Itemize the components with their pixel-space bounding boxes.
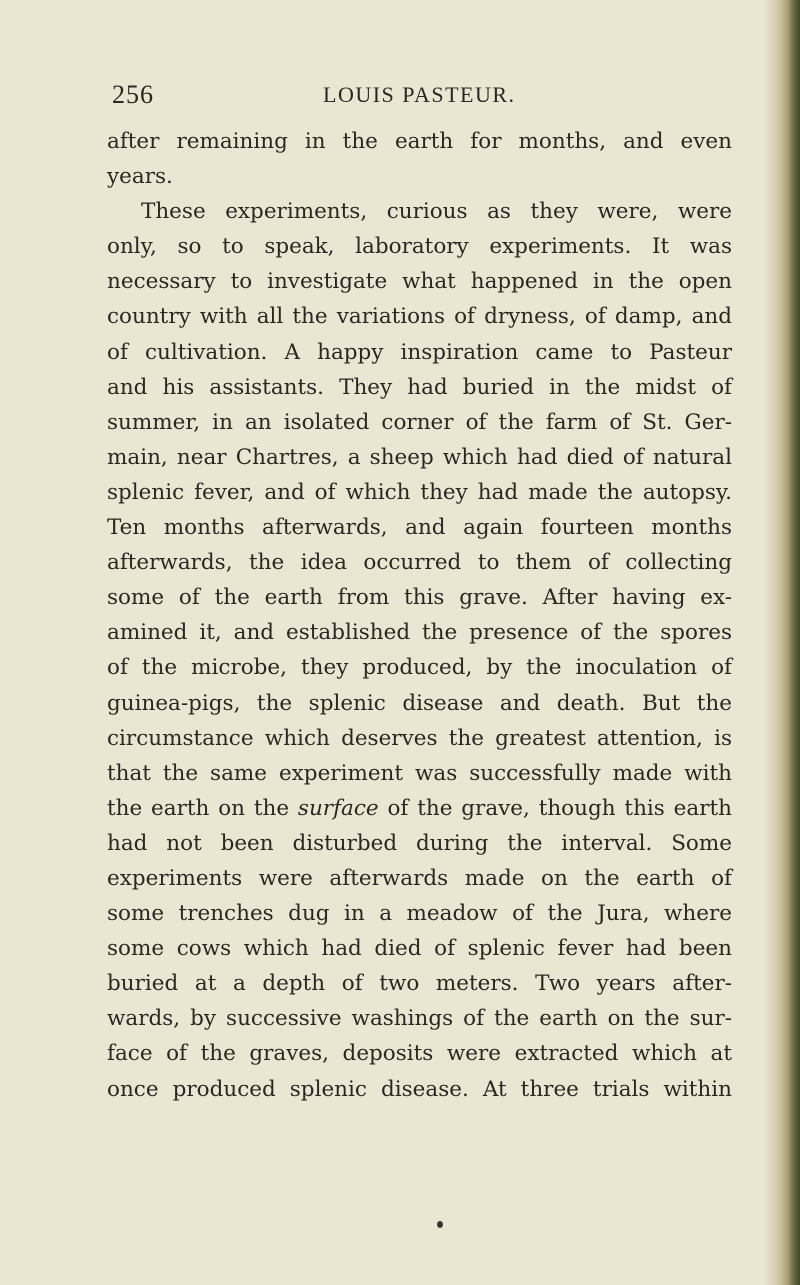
text-line: had not been disturbed during the interval. Some (107, 830, 732, 856)
text-segment: of the grave, though this earth (378, 795, 732, 821)
text-line: of cultivation. A happy inspiration came to Pasteur (107, 339, 732, 365)
text-line: some of the earth from this grave. After having ex- (107, 585, 732, 611)
text-line: that the same experiment was successfully made with (107, 760, 732, 786)
text-line: necessary to investigate what happened in the open (107, 269, 732, 295)
text-line: amined it, and established the presence of the spores (107, 620, 732, 646)
page-number: 256 (112, 80, 154, 109)
text-line: country with all the variations of dryness, of damp, and (107, 304, 732, 330)
italic-word: surface (297, 795, 379, 821)
text-line: after remaining in the earth for months, and even (107, 129, 732, 154)
text-line: face of the graves, deposits were extracted which at (107, 1041, 732, 1067)
text-line: Ten months afterwards, and again fourteen months (107, 515, 732, 541)
text-line: wards, by successive washings of the earth on the sur- (107, 1006, 732, 1032)
body-text (107, 124, 732, 1107)
text-line: of the microbe, they produced, by the inoculation of (107, 655, 732, 681)
text-line: splenic fever, and of which they had made the autopsy. (107, 479, 732, 505)
text-line-with-italic (107, 791, 732, 826)
running-title: LOUIS PASTEUR. (323, 82, 516, 107)
ink-speck (437, 1221, 443, 1228)
text-line: only, so to speak, laboratory experiments. It was (107, 234, 732, 260)
text-line: circumstance which deserves the greatest attention, is (107, 725, 732, 751)
text-line: These experiments, curious as they were, were (141, 199, 732, 225)
text-line: some trenches dug in a meadow of the Jura, where (107, 901, 732, 927)
book-edge (774, 0, 800, 1285)
text-segment: the earth on the (107, 795, 298, 821)
text-line: and his assistants. They had buried in the midst of (107, 374, 732, 400)
text-line: buried at a depth of two meters. Two years after- (107, 971, 732, 997)
text-line: afterwards, the idea occurred to them of collecting (107, 550, 732, 576)
text-line: experiments were afterwards made on the earth of (107, 865, 732, 891)
text-line: summer, in an isolated corner of the farm of St. Ger- (107, 409, 732, 435)
page-edge-shadow (764, 0, 774, 1285)
text-line: some cows which had died of splenic fever had been (107, 936, 732, 962)
page-header (112, 80, 722, 114)
text-line: main, near Chartres, a sheep which had died of natural (107, 444, 732, 470)
text-line: once produced splenic disease. At three trials within (107, 1076, 732, 1102)
text-line: guinea-pigs, the splenic disease and death. But the (107, 690, 732, 716)
text-line: years. (107, 164, 173, 190)
